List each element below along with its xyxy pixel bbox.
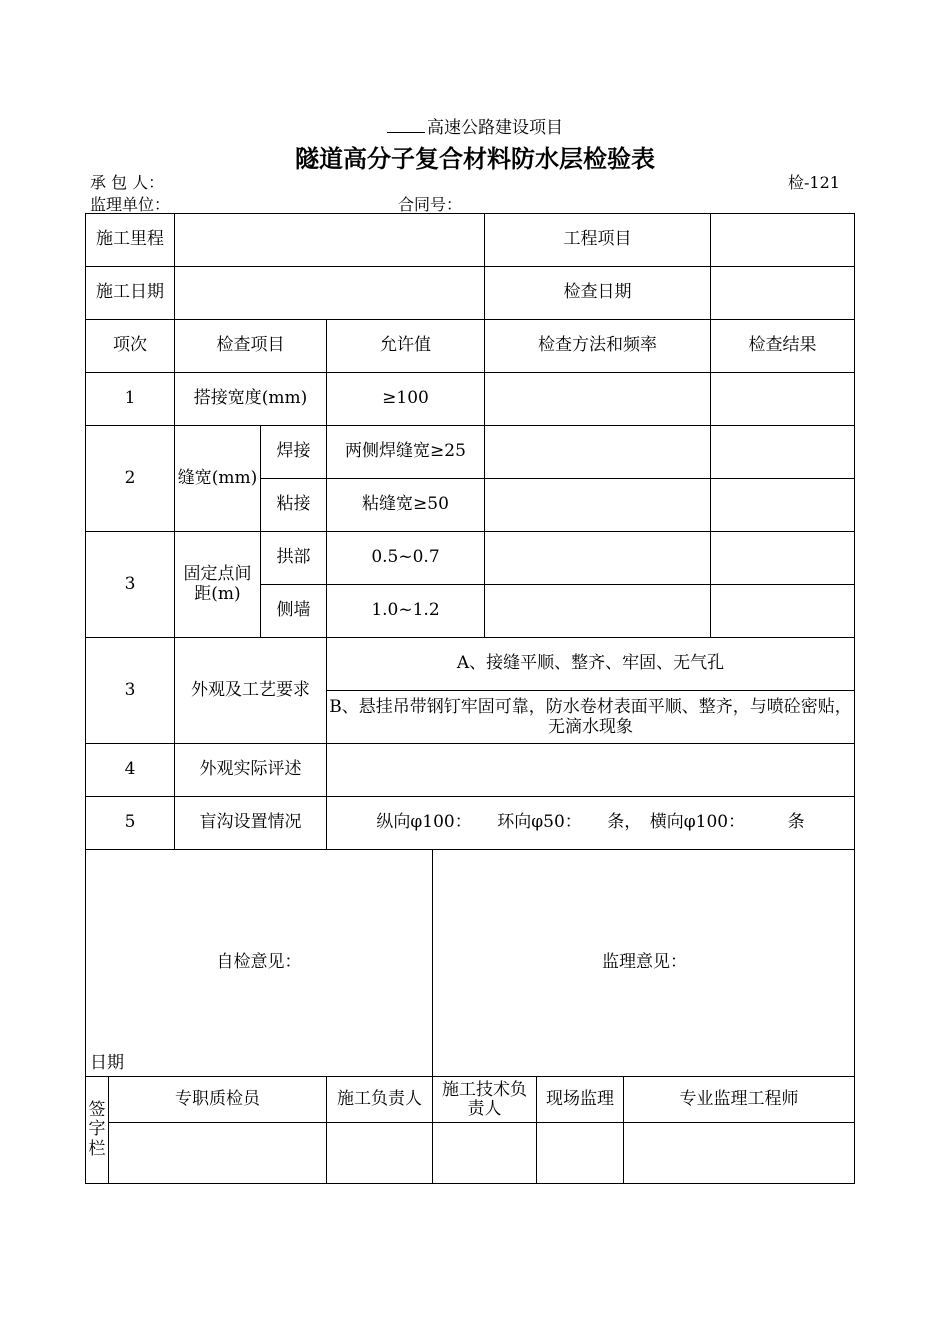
row-method[interactable]	[485, 426, 711, 479]
row-no: 2	[86, 426, 175, 532]
row-item: 外观及工艺要求	[175, 638, 327, 744]
project-heading	[0, 113, 950, 138]
self-check-opinion[interactable]	[86, 850, 433, 1077]
row-method[interactable]	[485, 479, 711, 532]
row-result[interactable]	[711, 373, 855, 426]
form-code: 检-121	[788, 173, 840, 192]
self-check-label: 自检意见：	[216, 952, 302, 973]
row-item: 盲沟设置情况	[175, 797, 327, 850]
row-allowed: 两侧焊缝宽≥25	[327, 426, 485, 479]
col-item-header: 检查项目	[175, 320, 327, 373]
table-row	[86, 373, 855, 426]
row-no: 1	[86, 373, 175, 426]
site-supervisor-signature[interactable]	[537, 1123, 624, 1184]
construction-date-value[interactable]	[175, 267, 485, 320]
row-item: 缝宽(mm)	[175, 426, 261, 532]
supervising-engineer-label: 专业监理工程师	[624, 1077, 855, 1123]
col-method-header: 检查方法和频率	[485, 320, 711, 373]
row-result[interactable]	[711, 426, 855, 479]
supervision-opinion[interactable]	[433, 850, 855, 1077]
row-subitem: 焊接	[261, 426, 327, 479]
project-suffix: 高速公路建设项目	[427, 118, 563, 138]
row-result[interactable]	[711, 532, 855, 585]
requirement-b: B、悬挂吊带钢钉牢固可靠，防水卷材表面平顺、整齐，与喷砼密贴，无滴水现象	[327, 691, 855, 744]
table-row	[86, 426, 855, 479]
construction-mileage-value[interactable]	[175, 214, 485, 267]
col-result-header: 检查结果	[711, 320, 855, 373]
form-title: 隧道高分子复合材料防水层检验表	[295, 145, 655, 173]
row-item: 外观实际评述	[175, 744, 327, 797]
inspection-date-label: 检查日期	[485, 267, 711, 320]
row-no: 3	[86, 638, 175, 744]
row-method[interactable]	[485, 585, 711, 638]
row-no: 5	[86, 797, 175, 850]
signature-column-label: 签字栏	[86, 1077, 109, 1184]
construction-date-label: 施工日期	[86, 267, 175, 320]
table-row	[86, 638, 855, 691]
drain-detail[interactable]: 纵向φ100： 环向φ50： 条， 横向φ100： 条	[327, 797, 855, 850]
requirement-a: A、接缝平顺、整齐、牢固、无气孔	[327, 638, 855, 691]
row-result[interactable]	[711, 479, 855, 532]
construction-leader-label: 施工负责人	[327, 1077, 433, 1123]
construction-mileage-label: 施工里程	[86, 214, 175, 267]
inspection-table	[85, 213, 855, 1184]
supervising-engineer-signature[interactable]	[624, 1123, 855, 1184]
table-row	[86, 532, 855, 585]
tech-leader-signature[interactable]	[433, 1123, 537, 1184]
contract-label: 合同号：	[398, 195, 463, 214]
row-allowed: 0.5~0.7	[327, 532, 485, 585]
row-no: 4	[86, 744, 175, 797]
tech-leader-label: 施工技术负责人	[433, 1077, 537, 1123]
supervision-opinion-label: 监理意见：	[602, 952, 687, 973]
construction-leader-signature[interactable]	[327, 1123, 433, 1184]
site-supervisor-label: 现场监理	[537, 1077, 624, 1123]
project-item-value[interactable]	[711, 214, 855, 267]
row-subitem: 侧墙	[261, 585, 327, 638]
project-name-blank	[387, 118, 425, 133]
appearance-comment-field[interactable]	[327, 744, 855, 797]
row-allowed: 粘缝宽≥50	[327, 479, 485, 532]
project-item-label: 工程项目	[485, 214, 711, 267]
quality-inspector-label: 专职质检员	[109, 1077, 327, 1123]
row-allowed: ≥100	[327, 373, 485, 426]
row-allowed: 1.0~1.2	[327, 585, 485, 638]
inspection-date-value[interactable]	[711, 267, 855, 320]
table-row	[86, 744, 855, 797]
row-method[interactable]	[485, 373, 711, 426]
row-item: 固定点间距(m)	[175, 532, 261, 638]
contractor-label: 承 包 人：	[90, 173, 165, 192]
row-method[interactable]	[485, 532, 711, 585]
row-subitem: 拱部	[261, 532, 327, 585]
col-allowed-header: 允许值	[327, 320, 485, 373]
row-result[interactable]	[711, 585, 855, 638]
row-item: 搭接宽度(mm)	[175, 373, 327, 426]
row-no: 3	[86, 532, 175, 638]
date-label: 日期	[90, 1053, 124, 1074]
col-no-header: 项次	[86, 320, 175, 373]
quality-inspector-signature[interactable]	[109, 1123, 327, 1184]
supervisor-label: 监理单位：	[90, 195, 171, 214]
table-row	[86, 797, 855, 850]
row-subitem: 粘接	[261, 479, 327, 532]
